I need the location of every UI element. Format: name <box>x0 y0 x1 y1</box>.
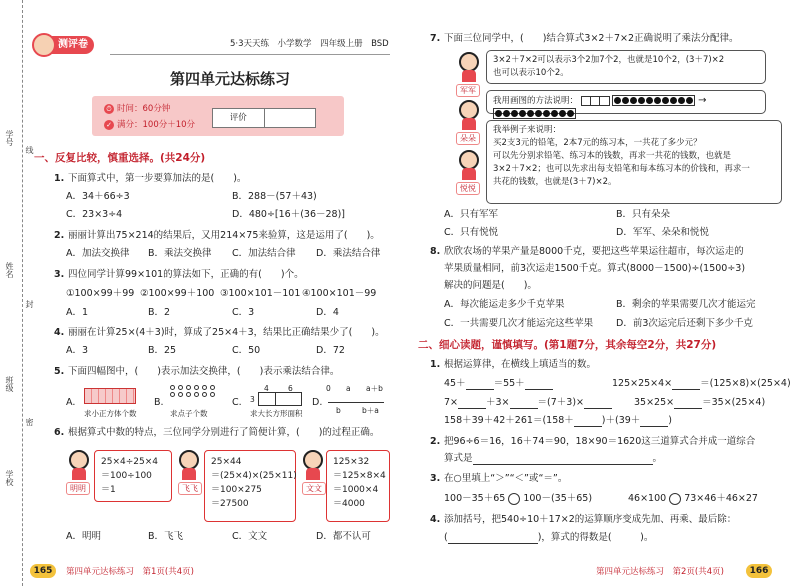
q8-number: 8. <box>430 246 441 257</box>
q7-stem: 下面三位同学中，( )结合算式3×2＋7×2正确说明了乘法分配律。 <box>444 33 739 44</box>
q3-option-a[interactable]: A．1 <box>66 307 89 318</box>
fill-blank[interactable] <box>466 380 494 390</box>
s2-q4-stem-2: ( )，算式的得数是( )。 <box>444 532 654 543</box>
numline-a: a <box>346 384 351 393</box>
margin-seal-mark: 封 <box>25 300 34 308</box>
numline-0: 0 <box>326 384 331 393</box>
yueyue-explanation: 我举例子来说明： 买2支3元的铅笔，2本7元的练习本，一共花了多少元？ 可以先分别求铅笔、练习本的钱数，再求一共花的钱数，也就是 3×2＋7×2；也可以先求出每支铅笔和每本练习本的价钱和，再求一 共花的钱数，也就是(3＋7)×2。 <box>486 120 782 204</box>
margin-id-label: 学号 <box>5 130 14 146</box>
eval-label: 评价 <box>213 109 265 127</box>
q4-option-c[interactable]: C．50 <box>232 345 261 356</box>
margin-school-label: 学校 <box>5 470 14 486</box>
q8-stem-3: 解决的问题是( )。 <box>444 280 537 291</box>
yueyue-name: 悦悦 <box>456 182 480 195</box>
q3-option-d[interactable]: D．4 <box>316 307 339 318</box>
q6-option-d[interactable]: D．都不认可 <box>316 531 371 542</box>
dot-row-icon <box>493 108 576 119</box>
q1-option-a[interactable]: A．34＋66÷3 <box>66 191 130 202</box>
q6-option-a[interactable]: A．明明 <box>66 531 101 542</box>
number-line-figure <box>328 402 384 403</box>
eval-cell[interactable] <box>265 109 316 127</box>
s2-q2-number: 2. <box>430 436 441 447</box>
junjun-name: 军军 <box>456 84 480 97</box>
junjun-avatar <box>456 52 482 82</box>
yueyue-avatar <box>456 150 482 180</box>
rect-side-3: 3 <box>250 395 255 404</box>
right-footer-text: 第四单元达标练习 第2页(共4页) <box>596 567 724 577</box>
rectangle-figure <box>258 392 302 406</box>
s2-q4-stem-1: 添加括号，把540÷10＋17×2的运算顺序变成先加、再乘、最后除： <box>444 514 737 525</box>
time-info: ⏱ 时间：60分钟 <box>104 102 170 114</box>
q1-option-c[interactable]: C．23×3÷4 <box>66 209 123 220</box>
rect-top-4: 4 <box>264 384 269 393</box>
q6-number: 6. <box>54 427 65 438</box>
duoduo-explanation: 我用画图的方法说明： → <box>486 90 766 114</box>
q1-number: 1. <box>54 173 65 184</box>
arrow-icon: → <box>698 95 707 106</box>
duoduo-name: 朵朵 <box>456 132 480 145</box>
binding-line <box>22 0 23 586</box>
q8-option-d[interactable]: D．前3次运完后还剩下多少千克 <box>616 318 753 329</box>
numline-ba: b＋a <box>362 406 379 415</box>
fill-blank[interactable] <box>525 380 553 390</box>
s2-q2-stem-2: 算式是 。 <box>444 453 663 464</box>
feifei-avatar <box>176 450 202 480</box>
q4-number: 4. <box>54 327 65 338</box>
evaluation-table <box>212 108 316 128</box>
junjun-explanation: 3×2＋7×2可以表示3个2加7个2，也就是10个2，(3＋7)×2 也可以表示10个2。 <box>486 50 766 84</box>
margin-class-label: 班级 <box>5 376 14 392</box>
q5-option-b[interactable]: B. <box>154 397 164 408</box>
s2-q1-number: 1. <box>430 359 441 370</box>
clock-icon: ⏱ <box>104 104 114 114</box>
s2-q1-row1-right: 125×25×4× ＝(125×8)×(25×4) <box>612 378 791 389</box>
q3-method-1: ①100×99＋99 <box>66 288 135 299</box>
q5-number: 5. <box>54 366 65 377</box>
q2-option-a[interactable]: A．加法交换律 <box>66 248 130 259</box>
fill-blank[interactable] <box>672 380 700 390</box>
s2-q3-compare-2: 46×100 73×46＋46×27 <box>628 493 758 504</box>
q6-option-c[interactable]: C．文文 <box>232 531 268 542</box>
fill-blank[interactable] <box>458 399 486 409</box>
numline-b: b <box>336 406 341 415</box>
q3-method-3: ③100×101－101 <box>220 288 301 299</box>
q8-option-c[interactable]: C．一共需要几次才能运完这些苹果 <box>444 318 594 329</box>
s2-q4-number: 4. <box>430 514 441 525</box>
compare-circle[interactable] <box>508 493 520 505</box>
s2-q1-row1-left: 45＋ ＝55＋ <box>444 377 553 390</box>
wenwen-name: 文文 <box>302 482 326 495</box>
grid-cells-icon <box>581 96 610 106</box>
q2-option-b[interactable]: B．乘法交换律 <box>148 248 212 259</box>
q3-number: 3. <box>54 269 65 280</box>
mingming-work: 25×4÷25×4 ＝100÷100 ＝1 <box>94 450 172 502</box>
fill-blank[interactable] <box>574 417 602 427</box>
q2-option-d[interactable]: D．乘法结合律 <box>316 248 381 259</box>
s2-q3-compare-1: 100－35＋65 100－(35＋65) <box>444 493 593 504</box>
q4-option-d[interactable]: D．72 <box>316 345 345 356</box>
q7-option-b[interactable]: B．只有朵朵 <box>616 209 671 220</box>
q1-option-b[interactable]: B．288－(57＋43) <box>232 191 317 202</box>
q5-option-c[interactable]: C. <box>232 397 242 408</box>
page-title: 第四单元达标练习 <box>169 70 290 88</box>
section2-heading: 二、细心读题，谨慎填写。(第1题7分，其余每空2分，共27分) <box>418 339 717 351</box>
q4-stem: 丽丽在计算25×(4＋3)时，算成了25×4＋3，结果比正确结果少了( )。 <box>68 327 385 338</box>
wenwen-work: 125×32 ＝125×8×4 ＝1000×4 ＝4000 <box>326 450 390 522</box>
q8-stem-1: 欣欣农场的苹果产量是8000千克，要把这些苹果运往超市，每次运走的 <box>444 246 744 257</box>
mingming-avatar <box>66 450 92 480</box>
q2-stem: 丽丽计算出75×214的结果后，又用214×75来验算，这是运用了( )。 <box>68 230 380 241</box>
s2-q1-row3: 158＋39＋42＋261＝(158＋ )＋(39＋ ) <box>444 415 673 426</box>
q8-stem-2: 苹果质量相同，前3次运走1500千克。算式(8000－1500)÷(1500÷3) <box>444 263 746 274</box>
q4-option-b[interactable]: B．25 <box>148 345 177 356</box>
feifei-name: 飞飞 <box>178 482 202 495</box>
q6-stem: 根据算式中数的特点，三位同学分别进行了简便计算，( )的过程正确。 <box>68 427 380 438</box>
q7-option-c[interactable]: C．只有悦悦 <box>444 227 499 238</box>
s2-q3-number: 3. <box>430 473 441 484</box>
margin-secret-mark: 密 <box>25 418 34 426</box>
answer-blank[interactable] <box>448 534 538 544</box>
wenwen-avatar <box>300 450 326 480</box>
margin-name-label: 姓名 <box>5 262 14 278</box>
left-footer-text: 第四单元达标练习 第1页(共4页) <box>66 567 194 577</box>
cube-figure <box>84 388 136 404</box>
s2-q1-stem: 根据运算律，在横线上填适当的数。 <box>444 359 597 370</box>
right-page-number: 166 <box>746 564 772 578</box>
s2-q3-stem: 在○里填上“＞”“＜”或“＝”。 <box>444 473 568 484</box>
fill-blank[interactable] <box>674 399 702 409</box>
header-rule <box>110 54 390 55</box>
q1-stem: 下面算式中，第一步要算加法的是( )。 <box>68 173 247 184</box>
check-icon: ✓ <box>104 120 114 130</box>
margin-line-mark: 线 <box>25 146 34 154</box>
q3-method-4: ④100×101－99 <box>302 288 377 299</box>
q5-stem: 下面四幅图中，( )表示加法交换律，( )表示乘法结合律。 <box>68 366 340 377</box>
mingming-name: 明明 <box>66 482 90 495</box>
q7-number: 7. <box>430 33 441 44</box>
q4-option-a[interactable]: A．3 <box>66 345 89 356</box>
answer-blank[interactable] <box>473 455 653 465</box>
q5-caption-a: 求小正方体个数 <box>84 409 137 418</box>
s2-q1-row2-right: 35×25× ＝35×(25×4) <box>634 397 766 408</box>
test-badge: 测评卷 <box>36 36 94 54</box>
s2-q2-stem-1: 把96÷6＝16，16＋74＝90，18×90＝1620这三道算式合并成一道综合 <box>444 436 756 447</box>
q7-option-d[interactable]: D．军军、朵朵和悦悦 <box>616 227 709 238</box>
right-page <box>400 0 800 586</box>
q1-option-d[interactable]: D．480÷[16＋(36－28)] <box>232 209 345 220</box>
q3-option-c[interactable]: C．3 <box>232 307 255 318</box>
left-page-number: 165 <box>30 564 56 578</box>
q3-stem: 四位同学计算99×101的算法如下，正确的有( )个。 <box>68 269 304 280</box>
q5-caption-b: 求点子个数 <box>170 409 208 418</box>
s2-q1-row2-left: 7× ＋3× ＝(7＋3)× <box>444 396 612 409</box>
rect-top-6: 6 <box>288 384 293 393</box>
score-info: ✓ 满分：100分＋10分 <box>104 118 195 130</box>
mascot-icon <box>32 33 56 57</box>
q3-option-b[interactable]: B．2 <box>148 307 171 318</box>
q2-option-c[interactable]: C．加法结合律 <box>232 248 296 259</box>
fill-blank[interactable] <box>584 399 612 409</box>
dot-row-icon <box>612 95 695 106</box>
fill-blank[interactable] <box>640 417 668 427</box>
q5-option-a[interactable]: A. <box>66 397 76 408</box>
q8-option-b[interactable]: B．剩余的苹果需要几次才能运完 <box>616 299 756 310</box>
q3-method-2: ②100×99＋100 <box>140 288 215 299</box>
dot-array-figure <box>170 385 216 397</box>
q6-option-b[interactable]: B．飞飞 <box>148 531 184 542</box>
q7-option-a[interactable]: A．只有军军 <box>444 209 498 220</box>
q5-caption-c: 求大长方形面积 <box>250 409 303 418</box>
duoduo-avatar <box>456 100 482 130</box>
numline-ab: a＋b <box>366 384 383 393</box>
fill-blank[interactable] <box>510 399 538 409</box>
section1-heading: 一、反复比较，慎重选择。(共24分) <box>34 152 206 164</box>
feifei-work: 25×44 ＝(25×4)×(25×11) ＝100×275 ＝27500 <box>204 450 296 522</box>
compare-circle[interactable] <box>669 493 681 505</box>
book-series: 5·3天天练 小学数学 四年级上册 BSD <box>230 39 389 49</box>
q5-option-d[interactable]: D. <box>312 397 323 408</box>
q8-option-a[interactable]: A．每次能运走多少千克苹果 <box>444 299 565 310</box>
q2-number: 2. <box>54 230 65 241</box>
